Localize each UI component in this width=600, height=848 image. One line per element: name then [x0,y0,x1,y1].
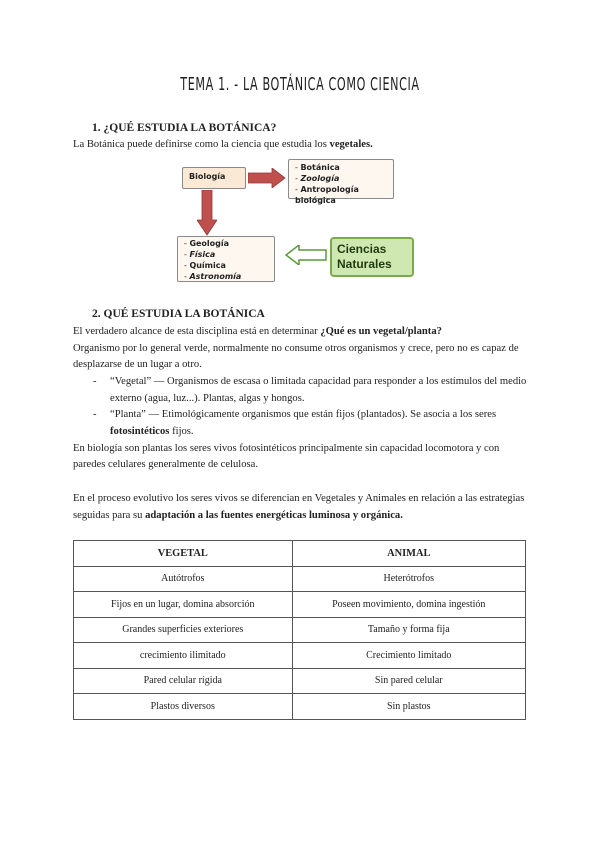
paragraph-line: seguidas para su adaptación a las fuentes energéticas luminosa y orgánica. [73,510,403,521]
table-cell: Plastos diversos [74,694,293,720]
table-cell: Sin plastos [292,694,525,720]
table-cell: crecimiento ilimitado [74,643,293,669]
list-item: - Astronomía [184,271,274,282]
bullet2-line2: fotosintéticos fijos. [110,426,194,437]
table-row [74,694,526,720]
table-cell: Tamaño y forma fija [292,617,525,643]
bottom-branch-box [177,236,275,282]
right-branch-box [288,159,394,205]
table-cell: Crecimiento limitado [292,643,525,669]
arrow-down-icon [197,190,217,236]
arrow-left-icon [285,245,327,265]
comparison-table [73,540,526,720]
list-item: - Física [184,249,274,260]
table-cell: Pared celular rígida [74,668,293,694]
table-cell: Sin pared celular [292,668,525,694]
paragraph-line: En biología son plantas los seres vivos fotosintéticos principalmente sin capacidad locomotora y con [73,443,500,454]
section2-line1: El verdadero alcance de esta disciplina está en determinar ¿Qué es un vegetal/planta? [73,326,442,337]
section2-line3: desplazarse de un lugar a otro. [73,359,202,370]
table-cell: Fijos en un lugar, domina absorción [74,592,293,618]
table-header: ANIMAL [292,541,525,567]
table-cell: Grandes superficies exteriores [74,617,293,643]
bullet1-line2: externo (agua, luz...). Plantas, algas y hongos. [110,393,305,404]
table-cell: Poseen movimiento, domina ingestión [292,592,525,618]
table-cell: Heterótrofos [292,566,525,592]
bullet1-line1: “Vegetal” — Organismos de escasa o limitada capacidad para responder a los estímulos del medio [110,376,527,387]
section1-intro: La Botánica puede definirse como la ciencia que estudia los vegetales. [73,139,373,150]
table-header: VEGETAL [74,541,293,567]
table-row [74,617,526,643]
ciencias-naturales-box: Ciencias Naturales [330,237,414,277]
list-item: - Geología [184,238,274,249]
table-row [74,643,526,669]
section2-line2: Organismo por lo general verde, normalmente no consume otros organismos y crece, pero no es capaz de [73,343,519,354]
page-title: TEMA 1. - LA BOTÁNICA COMO CIENCIA [180,74,420,95]
list-item: - Química [184,260,274,271]
list-item: - Antropología biológica [295,184,393,206]
paragraph-line: En el proceso evolutivo los seres vivos se diferencian en Vegetales y Animales en relación a las estrategias [73,493,525,504]
list-item: - Botánica [295,162,393,173]
table-row [74,592,526,618]
table-row [74,566,526,592]
table-row [74,668,526,694]
bullet-dash: - [93,409,97,420]
section2-heading: 2. QUÉ ESTUDIA LA BOTÁNICA [92,308,265,320]
list-item: - Zoología [295,173,393,184]
biologia-box: Biología [182,167,246,189]
table-header-row [74,541,526,567]
section1-heading: 1. ¿QUÉ ESTUDIA LA BOTÁNICA? [92,122,277,134]
paragraph-line: paredes celulares generalmente de celulosa. [73,459,258,470]
table-cell: Autótrofos [74,566,293,592]
arrow-right-icon [248,168,286,188]
bullet-dash: - [93,376,97,387]
bullet2-line1: “Planta” — Etimológicamente organismos que están fijos (plantados). Se asocia a los seres [110,409,497,420]
